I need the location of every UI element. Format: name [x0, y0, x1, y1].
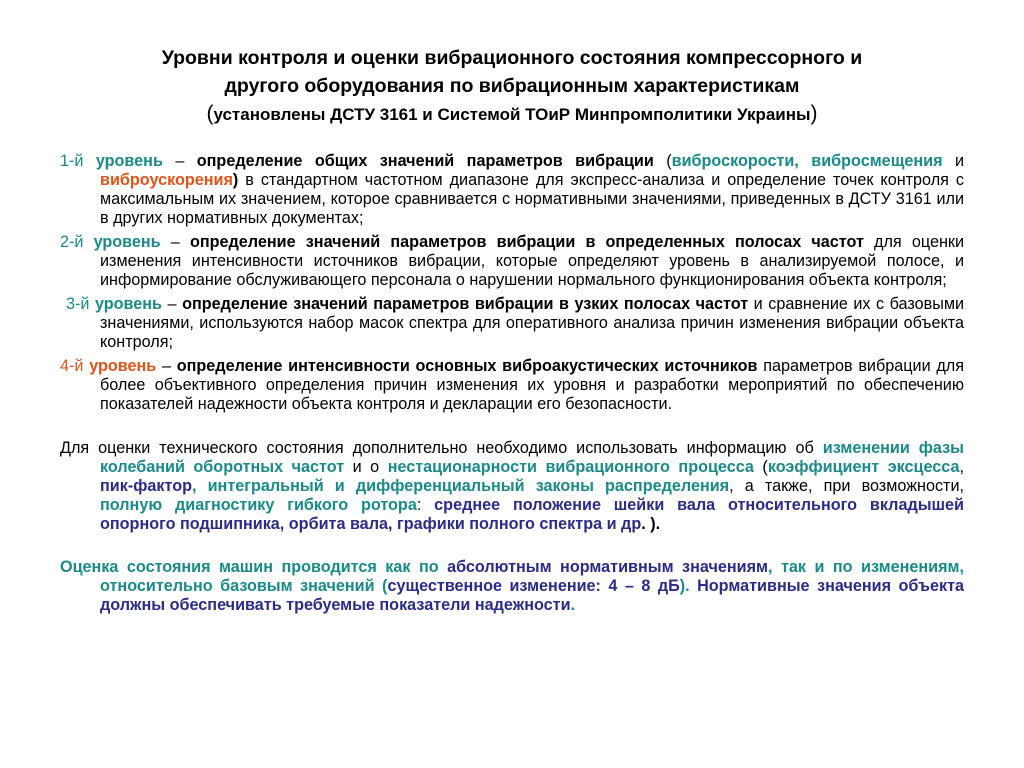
level-4-label: [60, 357, 156, 375]
para1-phase-change: изменении фазы колебаний оборотных частот: [100, 439, 964, 476]
level-1-label: [60, 152, 163, 170]
level-3-item: [60, 295, 964, 352]
para2-close: ).: [679, 577, 698, 595]
title-line-2: другого оборудования по вибрационным характеристикам: [224, 75, 800, 97]
level-2-word: уровень: [93, 233, 161, 251]
para1-kurtosis: коэффициент эксцесса: [767, 458, 960, 476]
slide-body: [60, 152, 964, 615]
para2-relative: , так и по изменениям, относительно базовым значений (: [100, 558, 964, 595]
para1-and: и о: [344, 458, 388, 476]
para1-comma: ,: [959, 458, 964, 476]
level-1-term-acceleration: виброускорения: [100, 171, 233, 189]
level-4-word: уровень: [89, 357, 157, 375]
title-line-3-text: установлены ДСТУ 3161 и Системой ТОиР Минпромполитики Украины: [213, 105, 811, 124]
assessment-paragraph: [60, 558, 964, 615]
level-4-description: параметров вибрации для более объективного определения причин изменения их уровня и разработки мероприятий по обеспечению показателей надежности объекта контроля и декларации его безопасности.: [100, 357, 965, 413]
level-2-dash: –: [160, 233, 190, 251]
para2-period: .: [570, 596, 576, 614]
para1-paren: (: [753, 458, 768, 476]
level-1-item: [60, 152, 964, 228]
title-line-1: Уровни контроля и оценки вибрационного состояния компрессорного и: [161, 47, 863, 69]
level-4-dash: –: [156, 357, 177, 375]
level-1-definition: определение общих значений параметров вибрации: [196, 152, 654, 170]
title-close-paren: ): [810, 102, 818, 125]
slide-title: [0, 44, 1024, 129]
level-3-number: 3-й: [66, 295, 90, 313]
level-2-item: [60, 233, 964, 290]
level-2-description: для оценки изменения интенсивности источников вибрации, которые определяют уровень в анализируемой полосе, и информирование обслуживающего персонала о нарушении нормального функционирования объекта контроля;: [100, 233, 965, 289]
level-1-term-velocity: виброскорости, вибросмещения: [671, 152, 943, 170]
para2-absolute-values: абсолютным нормативным значениям: [447, 558, 768, 576]
para1-rotor-diagnostics: полную диагностику гибкого ротора: [100, 496, 417, 514]
para1-colon: :: [416, 496, 435, 514]
level-2-definition: определение значений параметров вибрации в определенных полосах частот: [189, 233, 864, 251]
para1-end: . ).: [641, 515, 661, 533]
para1-nonstationarity: нестационарности вибрационного процесса: [387, 458, 754, 476]
level-4-definition: определение интенсивности основных виброакустических источников: [176, 357, 758, 375]
level-1-paren-open: (: [653, 152, 672, 170]
level-3-definition: определение значений параметров вибрации в узких полосах частот: [182, 295, 749, 313]
level-3-description: и сравнение их с базовыми значениями, используются набор масок спектра для оперативного анализа причин изменения вибрации объекта контроля;: [100, 295, 965, 351]
title-line-3: [0, 100, 1024, 129]
level-3-word: уровень: [94, 295, 163, 313]
level-1-paren-close: ): [232, 171, 239, 189]
level-1-dash: –: [162, 152, 197, 170]
para2-significant-change: существенное изменение: 4 – 8 дБ: [387, 577, 680, 595]
level-4-item: [60, 357, 964, 414]
level-2-label: [60, 233, 161, 251]
level-2-number: 2-й: [60, 233, 84, 251]
level-3-label: [66, 295, 162, 313]
para1-intro: Для оценки технического состояния дополнительно необходимо использовать информацию об: [60, 439, 823, 457]
level-3-dash: –: [162, 295, 183, 313]
level-1-word: уровень: [95, 152, 163, 170]
para1-also: , а также, при возможности,: [729, 477, 964, 495]
para1-shaft-position: среднее положение шейки вала относительного вкладышей опорного подшипника, орбита вала, графики полного спектра и др: [100, 496, 964, 533]
level-1-and: и: [942, 152, 964, 170]
level-1-number: 1-й: [60, 152, 84, 170]
level-4-number: 4-й: [60, 357, 84, 375]
para1-peak-factor: пик-фактор: [100, 477, 192, 495]
additional-info-paragraph: [60, 439, 964, 534]
level-1-description: в стандартном частотном диапазоне для экспресс-анализа и определение точек контроля с максимальным их значением, которое сравнивается с нормативными значениями, приведенных в ДСТУ 3161 или в других нормативных документах;: [100, 171, 964, 227]
para1-distribution-laws: , интегральный и дифференциальный законы распределения: [191, 477, 730, 495]
para2-normative-values: Нормативные значения объекта должны обеспечивать требуемые показатели надежности: [100, 577, 965, 614]
para2-intro: Оценка состояния машин проводится как по: [60, 558, 448, 576]
title-open-paren: (: [206, 102, 214, 125]
